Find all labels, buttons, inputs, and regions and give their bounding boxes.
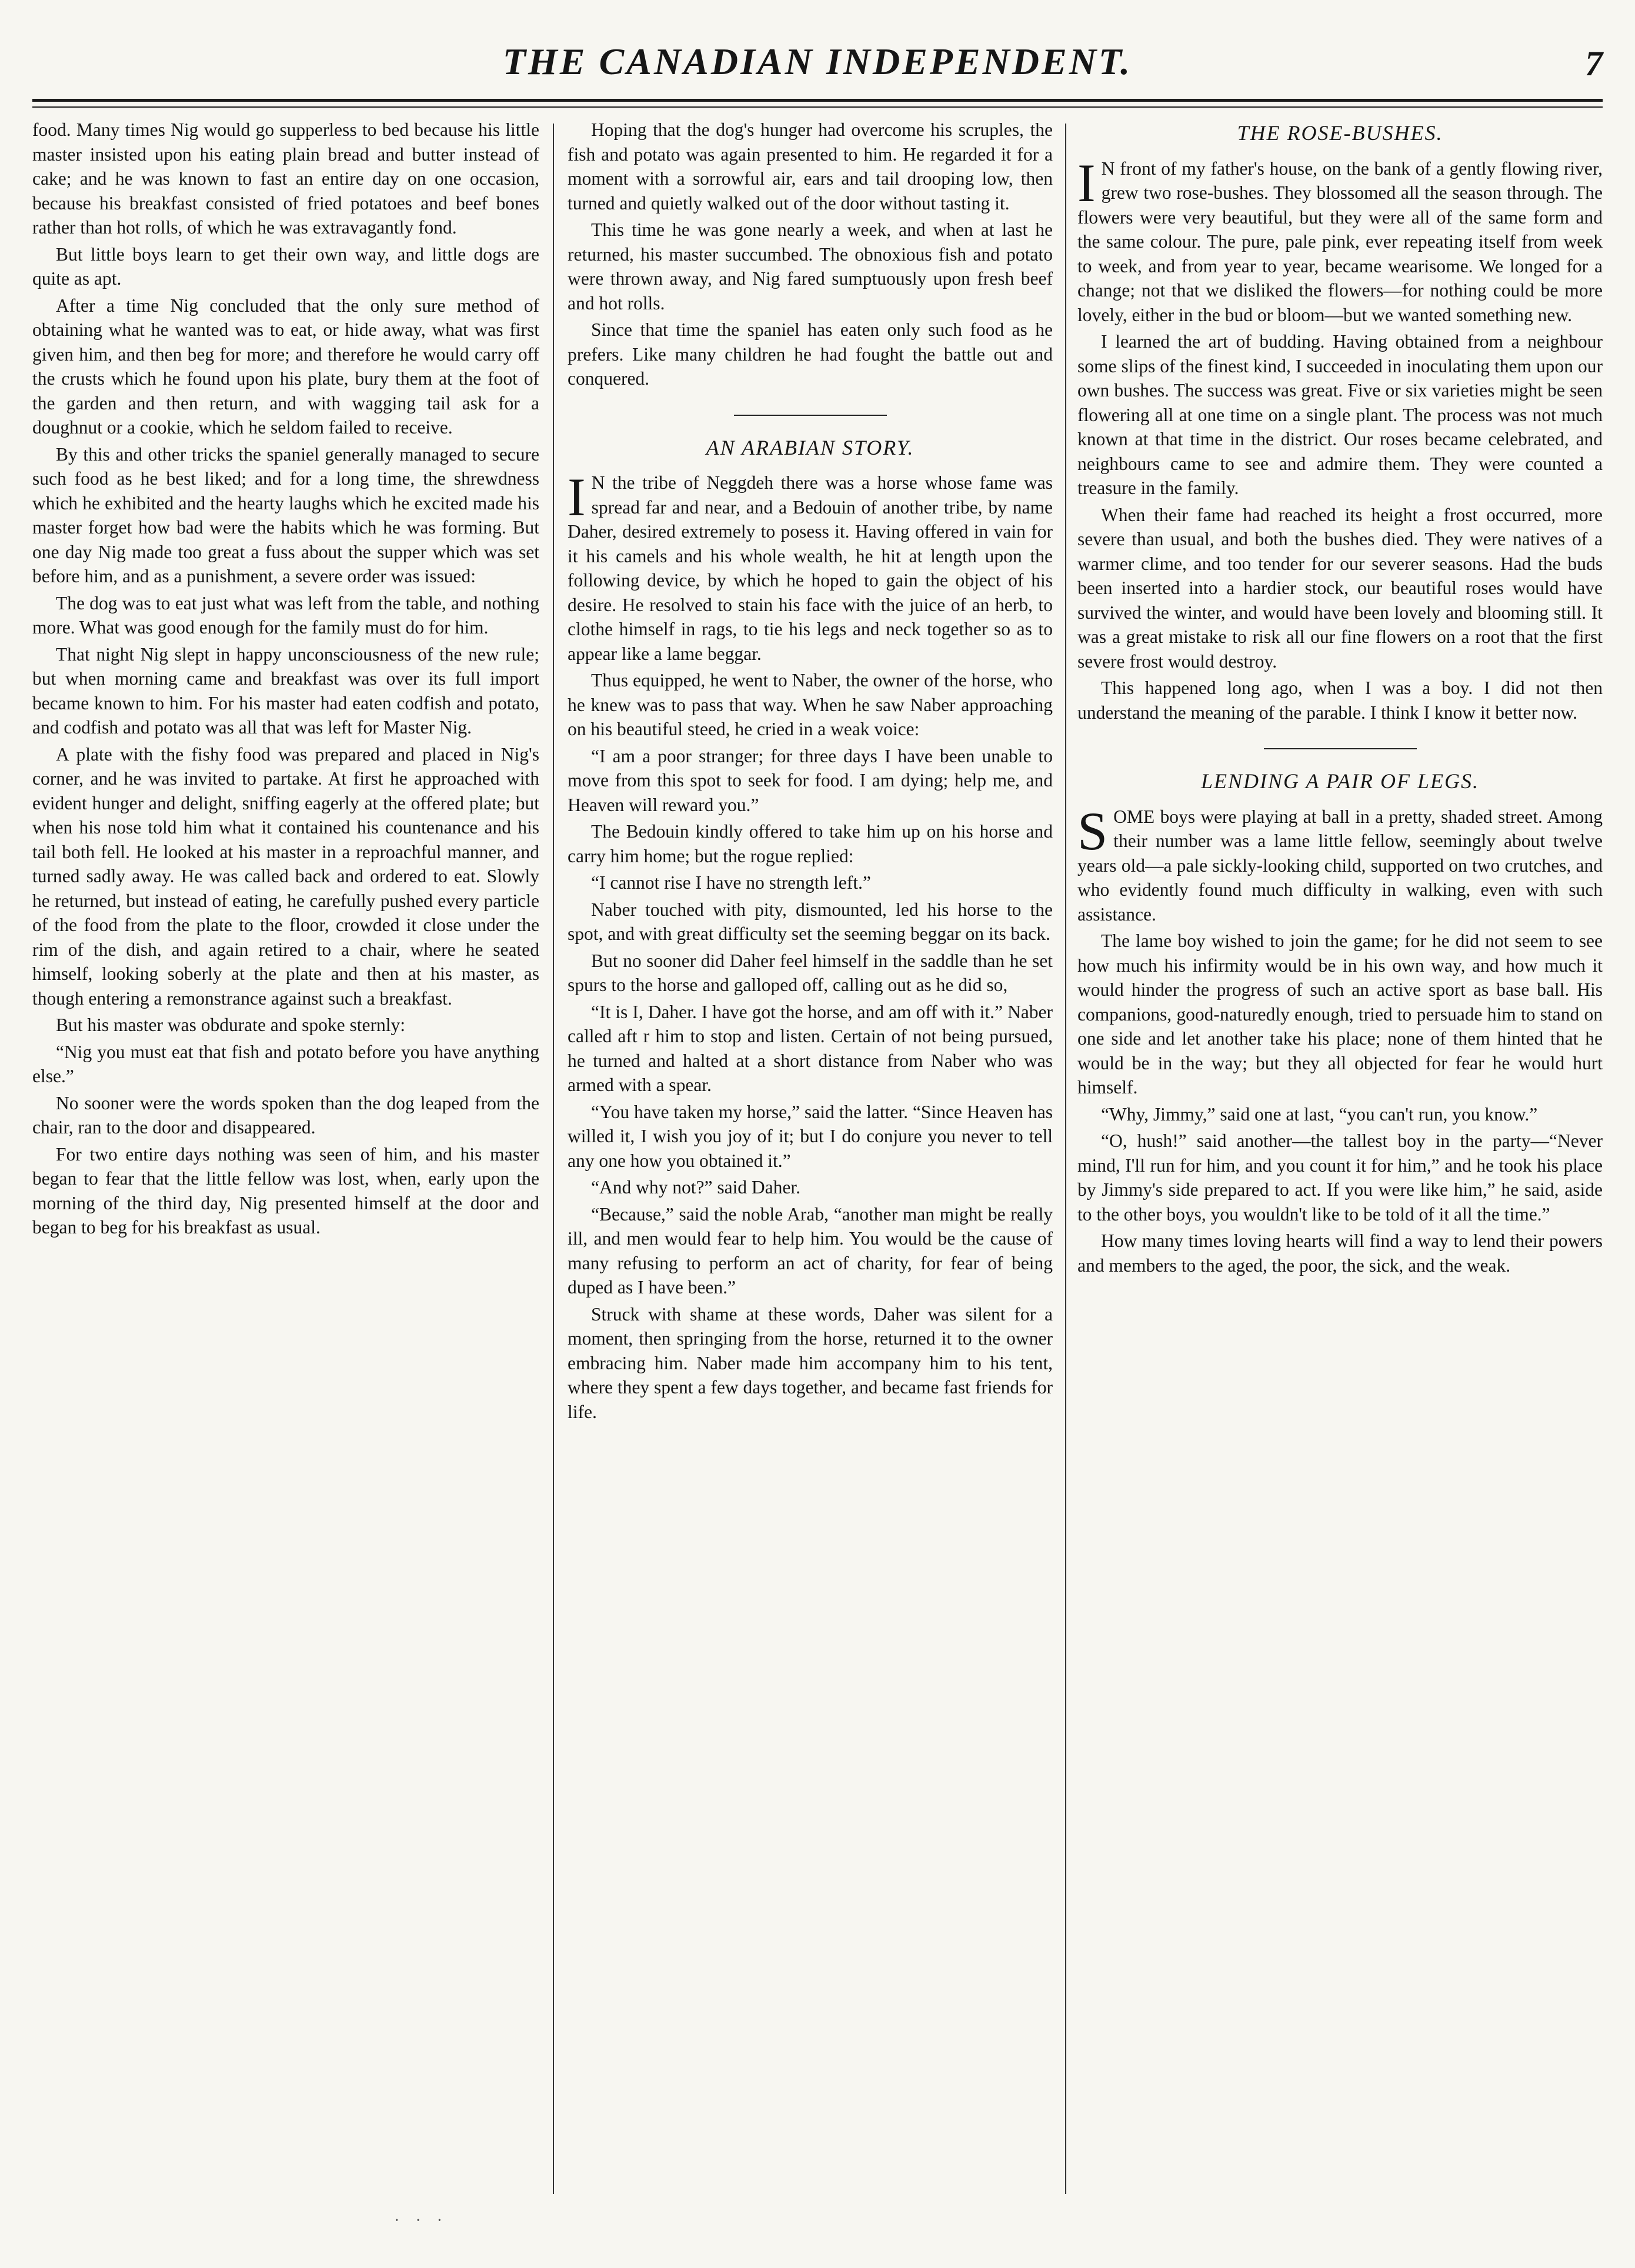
drop-cap: S: [1077, 801, 1108, 861]
paragraph: “O, hush!” said another—the tallest boy in the party—“Never mind, I'll run for him, and you count it for him,” and he took his place by Jimmy's side prepared to act. If you were like him,” he said, aside to the other boys, you wouldn't like to be told of it all the time.”: [1077, 1130, 1603, 1225]
paragraph: But little boys learn to get their own way, and little dogs are quite as apt.: [32, 244, 539, 289]
paragraph: “Nig you must eat that fish and potato before you have anything else.”: [32, 1041, 539, 1086]
paragraph: “It is I, Daher. I have got the horse, and am off with it.” Naber called aft r him to stop and listen. Certain of not being pursued, he turned and halted at a short distance from Naber who was armed with a spear.: [568, 1001, 1053, 1095]
paragraph: After a time Nig concluded that the only sure method of obtaining what he wanted was to eat, or hide away, what was first given him, and then beg for more; and therefore he would carry off the crusts which he found upon his plate, bury them at the foot of the garden and then return, and with wagging tail ask for a doughnut or a cookie, which he seldom failed to receive.: [32, 295, 539, 438]
section-divider: [734, 415, 887, 416]
paragraph: When their fame had reached its height a frost occurred, more severe than usual, and both the bushes died. They were natives of a warmer clime, and too tender for our severer seasons. Had the buds been inserted into a hardier stock, our beautiful roses would have survived the winter, and would have been lovely and blooming still. It was a great mistake to risk all our fine flowers on a root that the first severe frost would destroy.: [1077, 504, 1603, 672]
paragraph: Struck with shame at these words, Daher was silent for a moment, then springing from the horse, returned it to the owner embracing him. Naber made him accompany him to his tent, where they spent a few days together, and became fast friends for life.: [568, 1303, 1053, 1422]
paragraph: The Bedouin kindly offered to take him up on his horse and carry him home; but the rogue replied:: [568, 821, 1053, 866]
article-title-lending-legs: LENDING A PAIR OF LEGS.: [1200, 769, 1480, 793]
column-3: [1077, 118, 1603, 2176]
paragraph: The lame boy wished to join the game; for he did not seem to see how much his infirmity would be in his own way, and how much it would hinder the progress of such an active sport as base ball. His companions, good-naturedly enough, tried to persuade him to stand on one side and let another take his place; none of them hinted that he would be in the way; but they all objected for fear he would hurt himself.: [1077, 930, 1603, 1098]
column-2: [568, 118, 1053, 2176]
paragraph: The dog was to eat just what was left from the table, and nothing more. What was good enough for the family must do for him.: [32, 592, 539, 638]
paragraph: “I cannot rise I have no strength left.”: [591, 872, 871, 893]
paragraph: Hoping that the dog's hunger had overcome his scruples, the fish and potato was again presented to him. He regarded it for a moment with a sorrowful air, ears and tail drooping low, then turned and quietly walked out of the door without tasting it.: [568, 119, 1053, 214]
column-divider-right: [1065, 124, 1066, 2194]
paragraph: But no sooner did Daher feel himself in the saddle than he set spurs to the horse and galloped off, calling out as he did so,: [568, 950, 1053, 995]
lead-text: N the tribe of Neggdeh there was a horse whose fame was spread far and near, and a Bedouin of another tribe, by name Daher, desired extremely to posess it. Having offered in vain for it his camels and his whole wealth, he hit at length upon the following device, by which he hoped to gain the object of his desire. He resolved to stain his face with the juice of an herb, to clothe himself in rags, to tie his legs and neck together so as to appear like a lame beggar.: [568, 472, 1053, 664]
paragraph: A plate with the fishy food was prepared and placed in Nig's corner, and he was invited to partake. At first he approached with evident hunger and delight, sniffing eagerly at the offered plate; but when his nose told him what it contained his countenance and his tail both fell. He looked at his master in a reproachful manner, and turned sadly away. He was called back and ordered to eat. Slowly he returned, but instead of eating, he carefully pushed every particle of the food from the plate to the floor, crowded it close under the rim of the dish, and again retired to a chair, where he seated himself, looking soberly at the plate and then at his master, as though entering a remonstrance against such a breakfast.: [32, 743, 539, 1009]
article-title-arabian-story: AN ARABIAN STORY.: [706, 435, 915, 459]
page-number: 7: [1585, 44, 1603, 83]
print-specks: · · ·: [394, 2212, 448, 2230]
paragraph: That night Nig slept in happy unconsciousness of the new rule; but when morning came and breakfast was over its full import became known to him. For his master had eaten codfish and potato, and codfish and potato was all that was left for Master Nig.: [32, 643, 539, 738]
paragraph: Thus equipped, he went to Naber, the owner of the horse, who he knew was to pass that way. When he saw Naber approaching on his beautiful steed, he cried in a weak voice:: [568, 670, 1053, 739]
paragraph: No sooner were the words spoken than the dog leaped from the chair, ran to the door and disappeared.: [32, 1092, 539, 1138]
header-rule-thin: [32, 106, 1603, 108]
section-divider: [1264, 748, 1417, 749]
drop-cap: I: [568, 467, 586, 527]
paragraph: By this and other tricks the spaniel generally managed to secure such food as he best liked; and for a long time, the shrewdness which he exhibited and the hearty laughs which he excited made his master forget how bad were the habits which he was forming. But one day Nig made too great a fuss about the supper which was set before him, and as a punishment, a severe order was issued:: [32, 443, 539, 586]
header-rule-thick: [32, 99, 1603, 102]
paragraph: food. Many times Nig would go supperless to bed because his little master insisted upon his eating plain bread and butter instead of cake; and he was known to fast an entire day on one occasion, because his breakfast consisted of fried potatoes and beef bones rather than hot rolls, of which he was extravagantly fond.: [32, 119, 539, 238]
paragraph: Naber touched with pity, dismounted, led his horse to the spot, and with great difficulty set the seeming beggar on its back.: [568, 899, 1053, 944]
paragraph: “I am a poor stranger; for three days I have been unable to move from this spot to seek for food. I am dying; help me, and Heaven will reward you.”: [568, 745, 1053, 815]
drop-cap: I: [1077, 152, 1096, 213]
paragraph: I learned the art of budding. Having obtained from a neighbour some slips of the finest kind, I succeeded in inoculating them upon our own bushes. The success was great. Five or six varieties might be seen flowering all at one time on a single plant. The process was not much known at that time in the district. Our roses became celebrated, and neighbours came to see and admire them. They were counted a treasure in the family.: [1077, 331, 1603, 498]
paragraph: Since that time the spaniel has eaten only such food as he prefers. Like many children he had fought the battle out and conquered.: [568, 319, 1053, 389]
column-divider-left: [553, 124, 554, 2194]
paragraph: “Why, Jimmy,” said one at last, “you can't run, you know.”: [1101, 1103, 1538, 1125]
masthead: [32, 28, 1603, 105]
publication-title: THE CANADIAN INDEPENDENT.: [502, 41, 1133, 82]
article-lead-paragraph: [568, 467, 1053, 666]
article-title-rose-bushes: THE ROSE-BUSHES.: [1237, 121, 1443, 145]
paragraph: This time he was gone nearly a week, and when at last he returned, his master succumbed. The obnoxious fish and potato were thrown away, and Nig fared sumptuously upon fresh beef and hot rolls.: [568, 219, 1053, 313]
paragraph: This happened long ago, when I was a boy. I did not then understand the meaning of the parable. I think I know it better now.: [1077, 678, 1603, 723]
article-lead-paragraph: [1077, 801, 1603, 927]
paragraph: But his master was obdurate and spoke sternly:: [56, 1015, 406, 1035]
lead-text: N front of my father's house, on the bank of a gently flowing river, grew two rose-bushes. They blossomed all the season through. The flowers were very beautiful, but they were all of the same form and the same colour. The pure, pale pink, ever repeating itself from week to week, and from year to year, became wearisome. We longed for a change; not that we disliked the flowers—for nothing could be more lovely, either in the bud or bloom—but we wanted something new.: [1077, 158, 1603, 325]
column-1: [32, 118, 539, 2176]
article-lead-paragraph: [1077, 152, 1603, 328]
paragraph: “Because,” said the noble Arab, “another man might be really ill, and men would fear to help him. You would be the cause of many refusing to perform an act of charity, for fear of being duped as I have been.”: [568, 1203, 1053, 1298]
paragraph: How many times loving hearts will find a way to lend their powers and members to the aged, the poor, the sick, and the weak.: [1077, 1230, 1603, 1276]
paragraph: “You have taken my horse,” said the latter. “Since Heaven has willed it, I wish you joy of it; but I do conjure you never to tell any one how you obtained it.”: [568, 1101, 1053, 1171]
paragraph: “And why not?” said Daher.: [591, 1177, 801, 1198]
paragraph: For two entire days nothing was seen of him, and his master began to fear that the little fellow was lost, when, early upon the morning of the third day, Nig presented himself at the door and began to beg for his breakfast as usual.: [32, 1143, 539, 1238]
lead-text: OME boys were playing at ball in a pretty, shaded street. Among their number was a lame little fellow, seemingly about twelve years old—a pale sickly-looking child, supported on two crutches, and who evidently found much difficulty in walking, even with such assistance.: [1077, 806, 1603, 925]
